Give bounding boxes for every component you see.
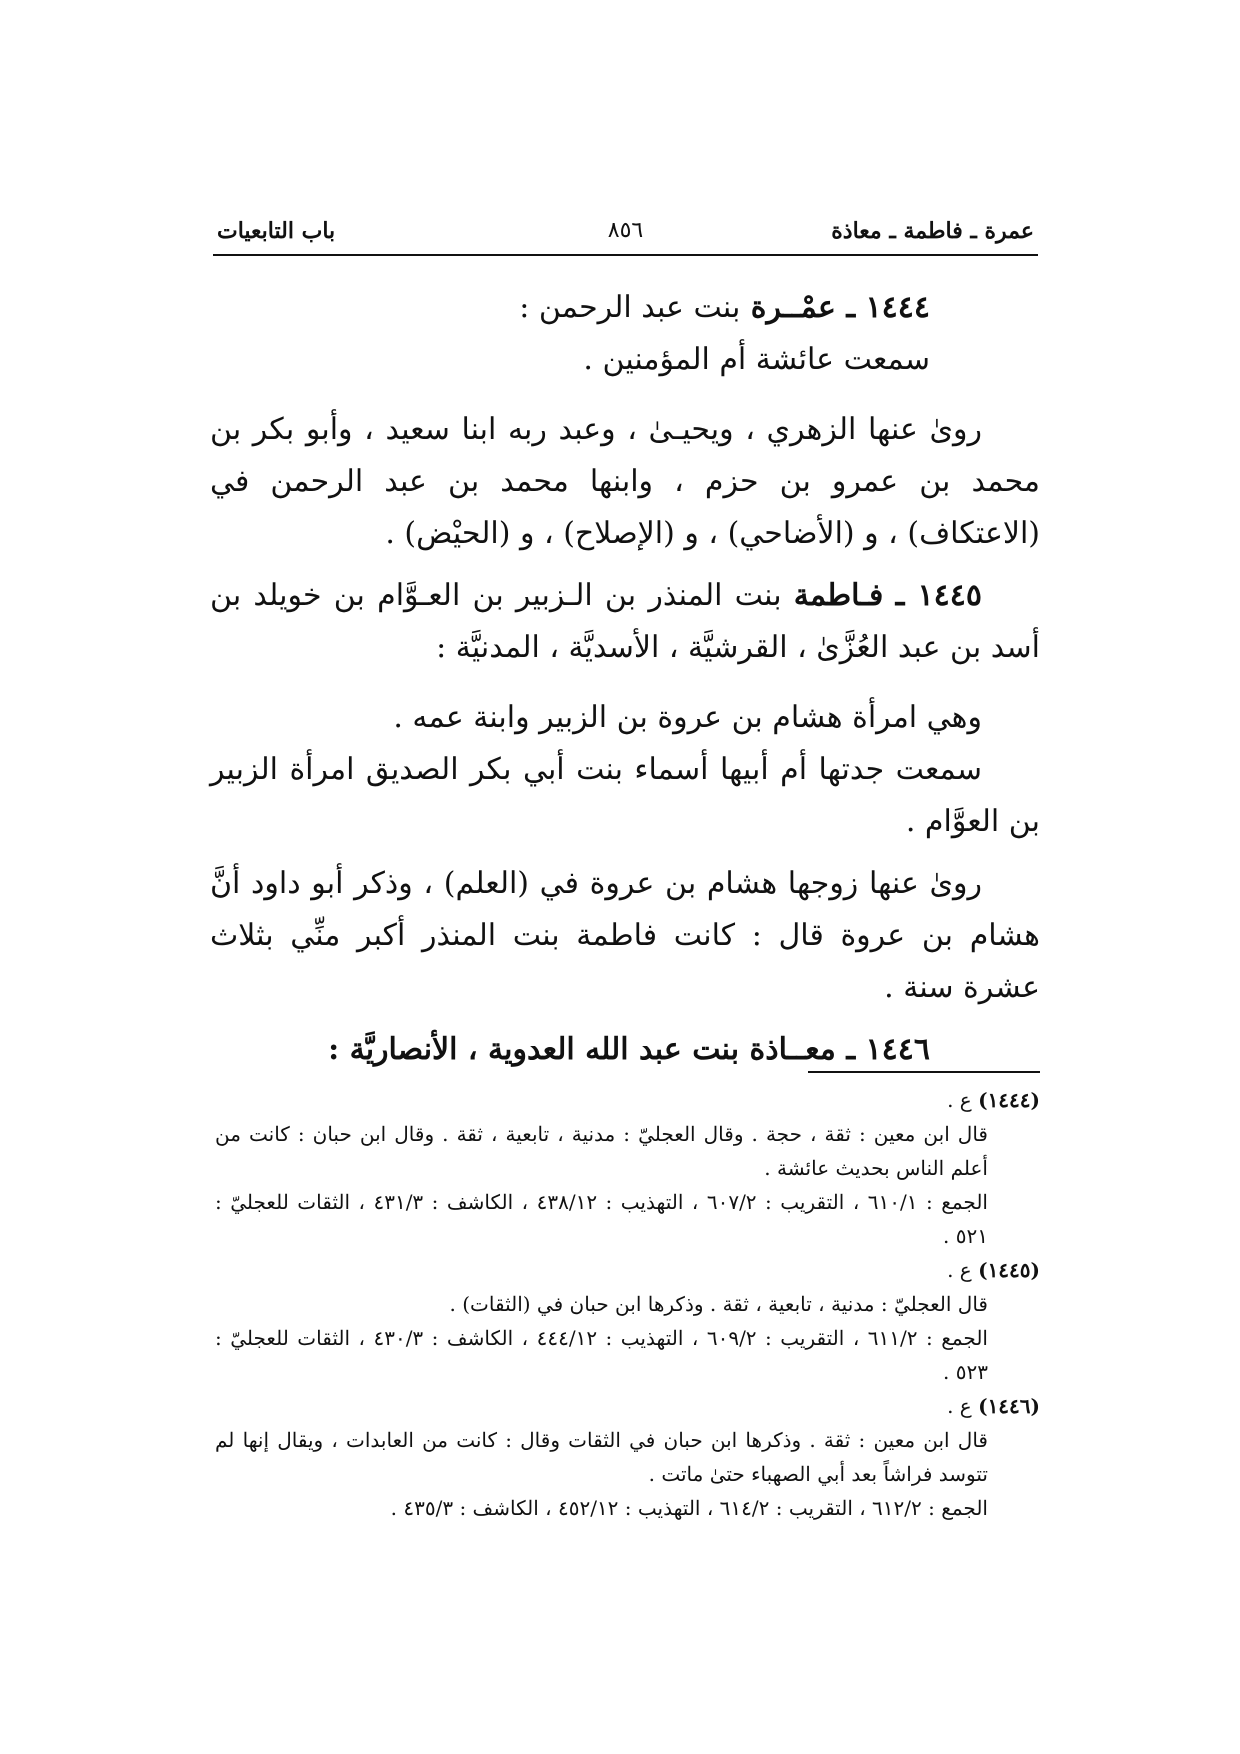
- entry-name: معــاذة: [749, 1032, 836, 1067]
- footnote-sources: الجمع : ٦١٢/٢ ، التقريب : ٦١٤/٢ ، التهذيب : ٤٥٢/١٢ ، الكاشف : ٤٣٥/٣ .: [390, 1496, 988, 1520]
- footnote-sources: الجمع : ٦١٠/١ ، التقريب : ٦٠٧/٢ ، التهذيب : ٤٣٨/١٢ ، الكاشف : ٤٣١/٣ ، الثقات للعجليّ : ٥٢١ .: [215, 1190, 988, 1248]
- entry-number: ١٤٤٥ ـ: [895, 578, 982, 613]
- entry-lineage: بنت المنذر بن الـزبير بن العـوَّام بن خويلد بن أسد بن عبد العُزَّىٰ ، القرشيَّة ، الأسديَّة ، المدنيَّة :: [210, 578, 1040, 665]
- footnote-code: ع .: [947, 1088, 972, 1112]
- footnote-code: ع .: [947, 1394, 972, 1418]
- footnote-number: (١٤٤٤): [978, 1088, 1040, 1112]
- entry-1445-narrators: روىٰ عنها زوجها هشام بن عروة في (العلم) ، وذكر أبو داود أنَّ هشام بن عروة قال : كانت فاطمة بنت المنذر أكبر منِّي بثلاث عشرة سنة .: [210, 866, 1040, 1005]
- footnote-ref: [215, 1083, 1040, 1117]
- footnote-number: (١٤٤٥): [978, 1258, 1040, 1282]
- chapter-title: باب التابعيات: [217, 218, 336, 244]
- entry-number: ١٤٤٦ ـ: [846, 1032, 930, 1067]
- page-header: [213, 214, 1038, 256]
- entry-1446-title: [210, 1024, 1040, 1076]
- footnote-ref: [215, 1389, 1040, 1423]
- footnote-text: قال ابن معين : ثقة ، حجة . وقال العجليّ : مدنية ، تابعية ، ثقة . وقال ابن حبان : كانت من أعلم الناس بحديث عائشة .: [215, 1122, 988, 1180]
- entry-lineage: بنت عبد الله العدوية ، الأنصاريَّة :: [328, 1032, 740, 1067]
- main-text: [210, 282, 1040, 1076]
- running-title: عمرة ـ فاطمة ـ معاذة: [831, 218, 1034, 244]
- footnotes: [215, 1083, 1040, 1525]
- entry-1445-wife: وهي امرأة هشام بن عروة بن الزبير وابنة عمه .: [393, 700, 982, 735]
- page-number: ٨٥٦: [607, 218, 644, 243]
- footnote-number: (١٤٤٦): [978, 1394, 1040, 1418]
- entry-1445-title: [210, 570, 1040, 674]
- footnote-text: قال ابن معين : ثقة . وذكرها ابن حبان في الثقات وقال : كانت من العابدات ، ويقال إنها لم تتوسد فراشاً بعد أبي الصهباء حتىٰ ماتت .: [215, 1428, 988, 1486]
- footnote-code: ع .: [947, 1258, 972, 1282]
- entry-1444-narrators: روىٰ عنها الزهري ، ويحيـىٰ ، وعبد ربه ابنا سعيد ، وأبو بكر بن محمد بن عمرو بن حزم ، وابنها محمد بن عبد الرحمن في (الاعتكاف) ، و (الأضاحي) ، و (الإصلاح) ، و (الحيْض) .: [210, 412, 1040, 551]
- entry-1445-heard: سمعت جدتها أم أبيها أسماء بنت أبي بكر الصديق امرأة الزبير بن العوَّام .: [210, 752, 1040, 839]
- footnote-text: قال العجليّ : مدنية ، تابعية ، ثقة . وذكرها ابن حبان في (الثقات) .: [449, 1292, 988, 1316]
- footnote-divider: [808, 1071, 1040, 1073]
- entry-name: فـاطمة: [793, 578, 884, 613]
- footnote-sources: الجمع : ٦١١/٢ ، التقريب : ٦٠٩/٢ ، التهذيب : ٤٤٤/١٢ ، الكاشف : ٤٣٠/٣ ، الثقات للعجليّ : ٥٢٣ .: [215, 1326, 988, 1384]
- entry-1444-title: [210, 282, 1040, 334]
- entry-name: عمْــرة: [750, 290, 836, 325]
- footnote-ref: [215, 1253, 1040, 1287]
- entry-1444-heard: سمعت عائشة أم المؤمنين .: [583, 342, 930, 377]
- entry-number: ١٤٤٤ ـ: [846, 290, 930, 325]
- entry-lineage: بنت عبد الرحمن :: [519, 290, 741, 325]
